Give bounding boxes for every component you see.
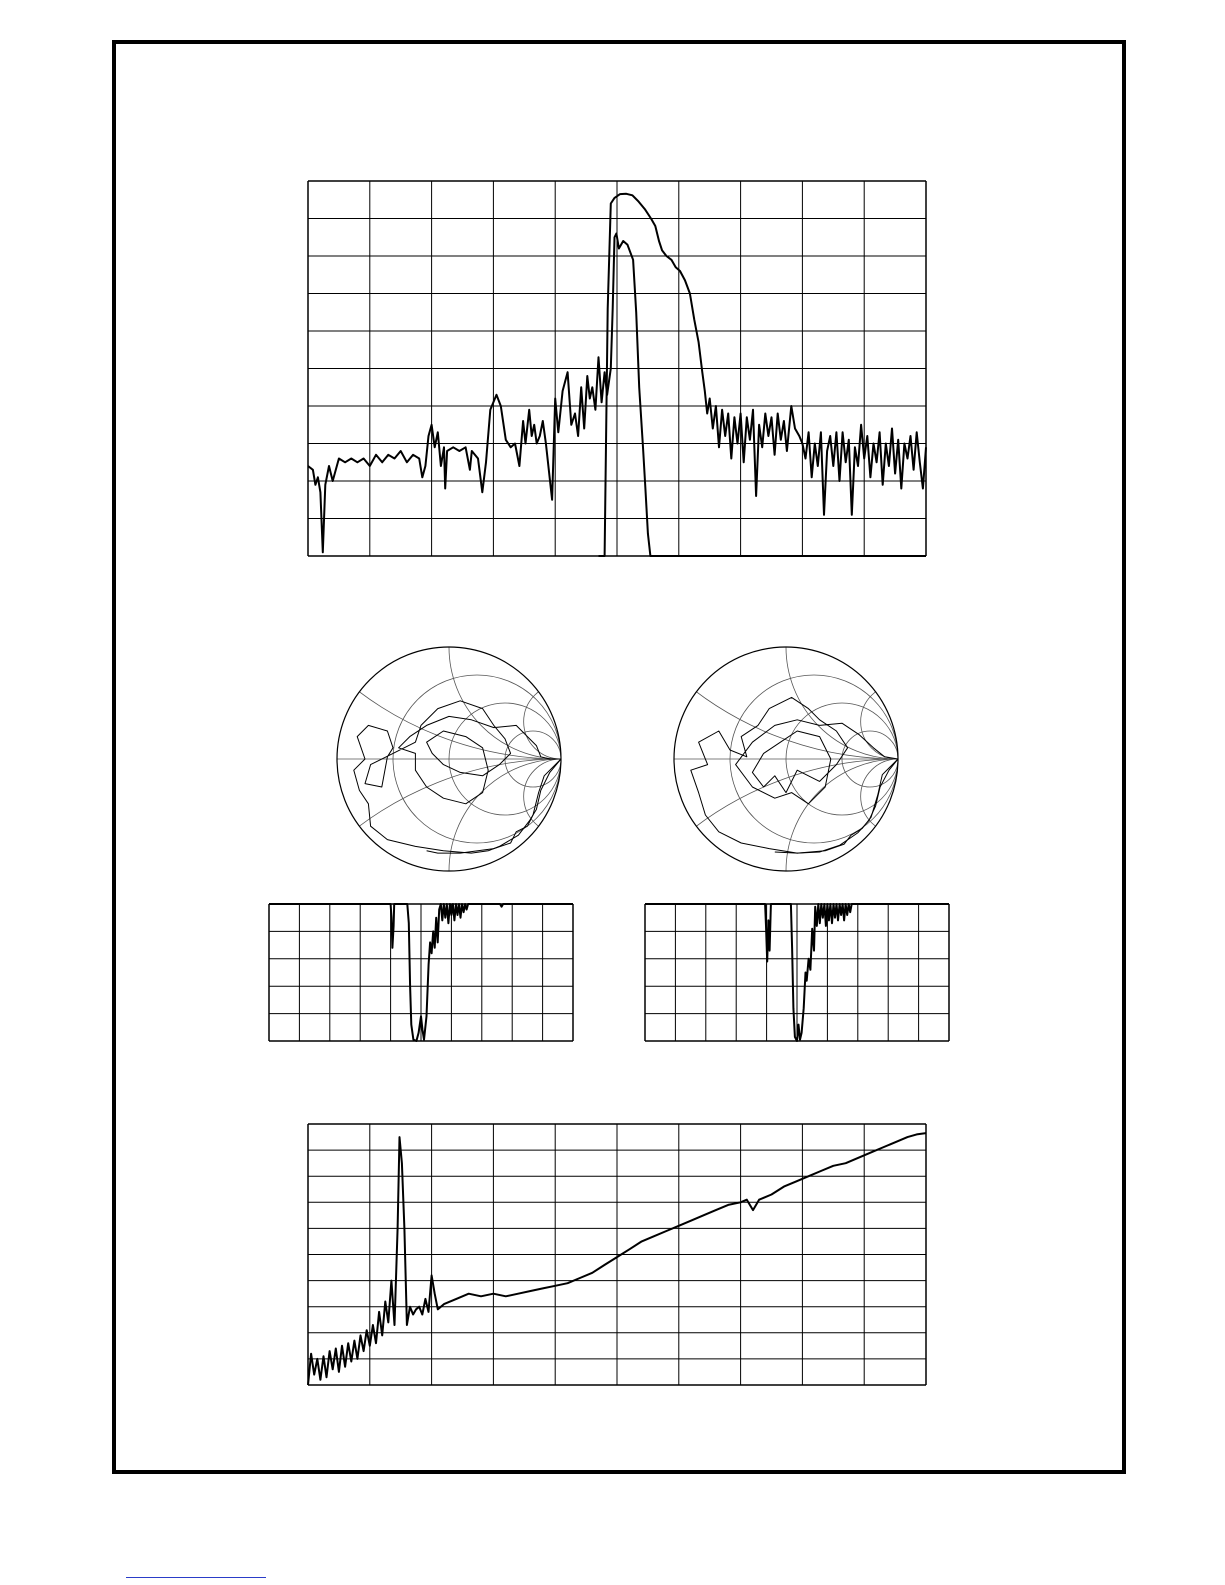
small-response-chart-right xyxy=(645,904,949,1041)
smith-trace-1 xyxy=(354,701,561,853)
series-line-2 xyxy=(599,194,927,556)
footer-rule xyxy=(126,1577,266,1578)
smith-trace-2 xyxy=(775,759,898,853)
small-response-chart-left xyxy=(269,904,573,1041)
smith-chart-left xyxy=(336,646,562,872)
grid xyxy=(308,1124,926,1385)
grid xyxy=(645,904,949,1041)
smith-chart-right xyxy=(673,646,899,872)
top-spectrum-chart xyxy=(308,181,926,556)
bottom-trend-chart xyxy=(308,1124,926,1385)
smith-trace-2 xyxy=(427,759,561,853)
